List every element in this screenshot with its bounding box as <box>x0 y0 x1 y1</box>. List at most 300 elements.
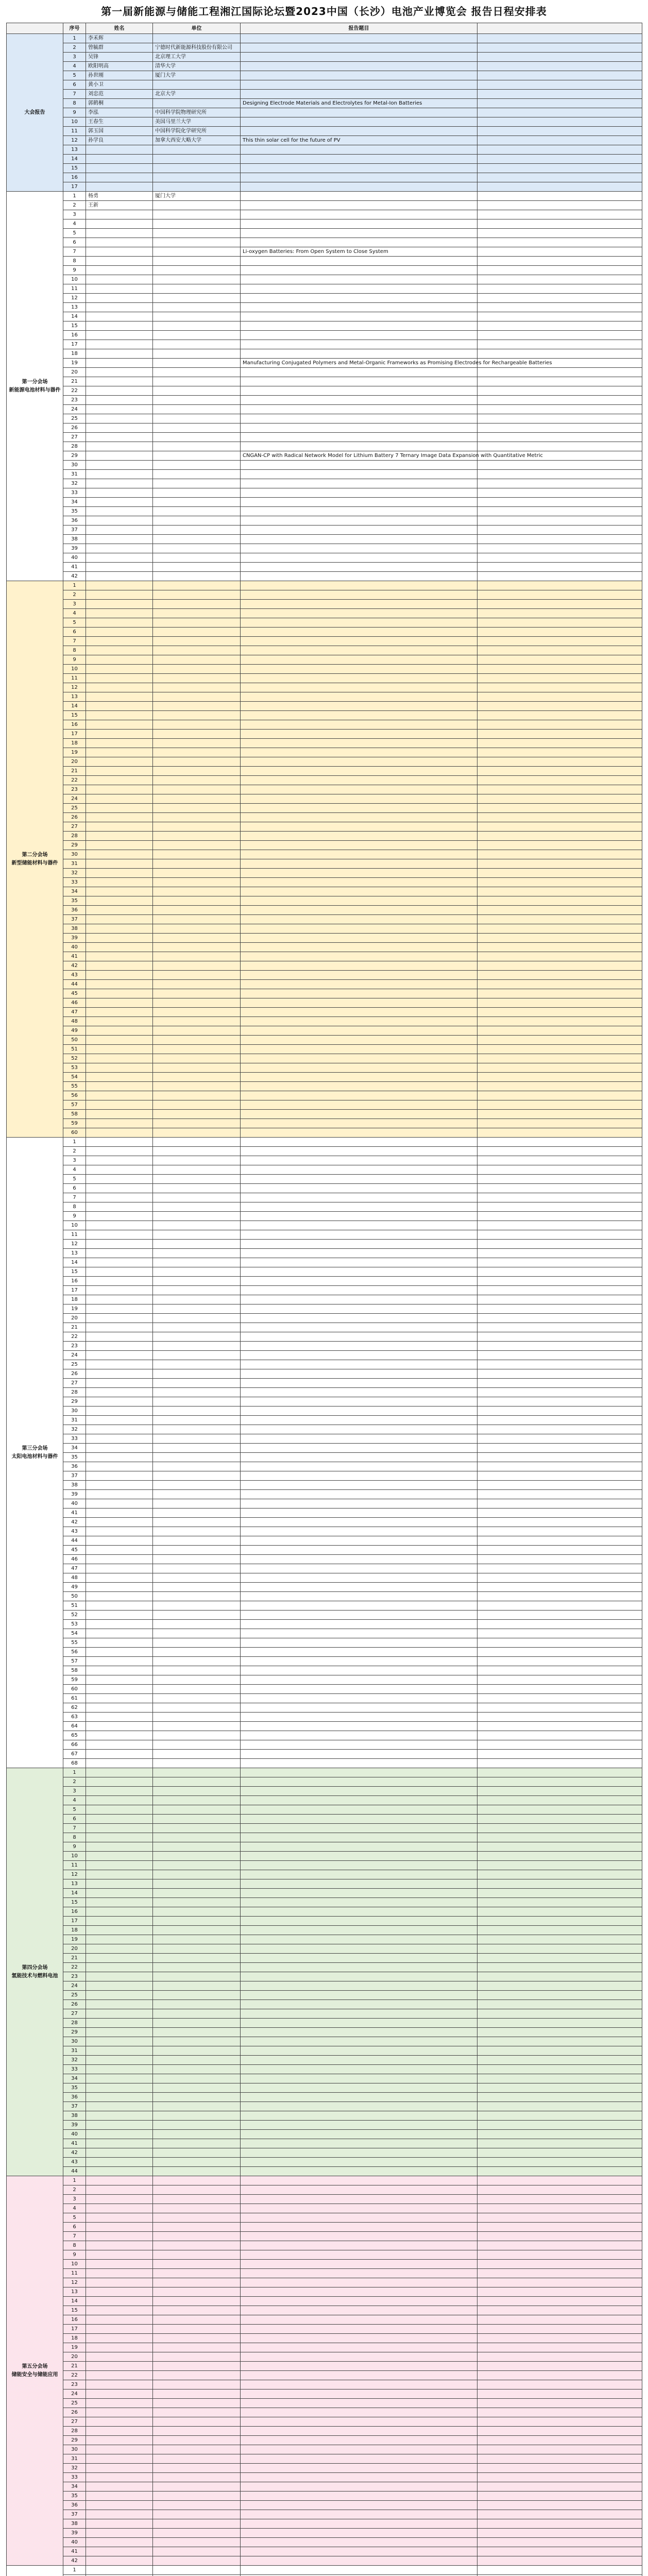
table-row <box>7 266 642 275</box>
report-topic <box>241 284 478 294</box>
speaker-unit <box>153 507 241 516</box>
row-number: 2 <box>63 201 86 210</box>
report-topic <box>241 609 478 618</box>
table-row <box>7 127 642 136</box>
speaker-name <box>86 1722 153 1731</box>
note-cell <box>478 2556 642 2566</box>
report-topic <box>241 1490 478 1499</box>
table-row <box>7 776 642 785</box>
section-label: 第二分会场 新型储能材料与器件 <box>7 581 63 1138</box>
speaker-name <box>86 1063 153 1073</box>
row-number: 8 <box>63 1833 86 1842</box>
speaker-name <box>86 1685 153 1694</box>
note-cell <box>478 1750 642 1759</box>
speaker-unit <box>153 952 241 961</box>
row-number: 19 <box>63 1935 86 1944</box>
note-cell <box>478 2009 642 2019</box>
row-number: 42 <box>63 572 86 581</box>
report-topic <box>241 1304 478 1314</box>
note-cell <box>478 628 642 637</box>
note-cell <box>478 1397 642 1406</box>
speaker-unit <box>153 1184 241 1193</box>
speaker-unit <box>153 2556 241 2566</box>
speaker-unit <box>153 646 241 655</box>
speaker-name <box>86 1917 153 1926</box>
speaker-unit <box>153 1193 241 1202</box>
table-row <box>7 1128 642 1138</box>
speaker-unit <box>153 2213 241 2223</box>
table-row <box>7 1397 642 1406</box>
report-topic <box>241 1342 478 1351</box>
row-number: 9 <box>63 2250 86 2260</box>
speaker-unit <box>153 1954 241 1963</box>
table-row <box>7 1759 642 1768</box>
note-cell <box>478 340 642 349</box>
note-cell <box>478 906 642 915</box>
speaker-name <box>86 971 153 980</box>
table-row <box>7 2223 642 2232</box>
table-row <box>7 1879 642 1889</box>
speaker-unit <box>153 1564 241 1573</box>
row-number: 7 <box>63 1193 86 1202</box>
report-topic <box>241 127 478 136</box>
report-topic <box>241 1601 478 1611</box>
speaker-name <box>86 2408 153 2417</box>
note-cell <box>478 2065 642 2074</box>
row-number: 3 <box>63 53 86 62</box>
report-topic <box>241 1036 478 1045</box>
table-row <box>7 2362 642 2371</box>
row-number: 39 <box>63 2121 86 2130</box>
speaker-name <box>86 2130 153 2139</box>
report-topic <box>241 878 478 887</box>
table-row <box>7 1620 642 1629</box>
table-row <box>7 1907 642 1917</box>
note-cell <box>478 294 642 303</box>
speaker-name <box>86 2223 153 2232</box>
report-topic <box>241 340 478 349</box>
note-cell <box>478 1824 642 1833</box>
speaker-name <box>86 1082 153 1091</box>
table-row <box>7 2046 642 2056</box>
speaker-name <box>86 1249 153 1258</box>
table-row <box>7 2000 642 2009</box>
speaker-name <box>86 757 153 767</box>
note-cell <box>478 2074 642 2083</box>
speaker-name <box>86 544 153 553</box>
table-row <box>7 1481 642 1490</box>
speaker-unit <box>153 1889 241 1898</box>
row-number: 30 <box>63 461 86 470</box>
speaker-unit <box>153 2519 241 2529</box>
report-topic <box>241 859 478 869</box>
row-number: 27 <box>63 433 86 442</box>
speaker-name <box>86 1416 153 1425</box>
speaker-unit <box>153 618 241 628</box>
speaker-name <box>86 1388 153 1397</box>
speaker-unit <box>153 386 241 396</box>
speaker-unit <box>153 841 241 850</box>
speaker-name <box>86 498 153 507</box>
table-row <box>7 1314 642 1323</box>
row-number: 55 <box>63 1638 86 1648</box>
speaker-name <box>86 442 153 451</box>
row-number: 5 <box>63 1175 86 1184</box>
table-row <box>7 1379 642 1388</box>
row-number: 23 <box>63 785 86 794</box>
report-topic <box>241 1258 478 1267</box>
note-cell <box>478 1147 642 1156</box>
row-number: 53 <box>63 1620 86 1629</box>
row-number: 23 <box>63 1972 86 1981</box>
table-row <box>7 1870 642 1879</box>
speaker-unit <box>153 2529 241 2538</box>
report-topic <box>241 655 478 665</box>
speaker-name <box>86 563 153 572</box>
note-cell <box>478 2566 642 2575</box>
report-topic <box>241 961 478 971</box>
speaker-name <box>86 980 153 989</box>
row-number: 8 <box>63 99 86 108</box>
row-number: 41 <box>63 2139 86 2148</box>
speaker-unit: 加拿大西安大略大学 <box>153 136 241 145</box>
row-number: 11 <box>63 127 86 136</box>
speaker-unit <box>153 2074 241 2083</box>
table-row <box>7 720 642 730</box>
speaker-name <box>86 2529 153 2538</box>
speaker-name <box>86 1638 153 1648</box>
speaker-name <box>86 1026 153 1036</box>
speaker-name <box>86 1165 153 1175</box>
table-row <box>7 683 642 692</box>
row-number: 57 <box>63 1100 86 1110</box>
speaker-name <box>86 683 153 692</box>
speaker-unit <box>153 887 241 896</box>
row-number: 30 <box>63 2445 86 2454</box>
note-cell <box>478 590 642 600</box>
speaker-unit <box>153 2111 241 2121</box>
table-row <box>7 2538 642 2547</box>
report-topic <box>241 1815 478 1824</box>
speaker-unit <box>153 544 241 553</box>
table-row <box>7 155 642 164</box>
note-cell <box>478 748 642 757</box>
speaker-name <box>86 257 153 266</box>
speaker-name <box>86 1490 153 1499</box>
note-cell <box>478 2399 642 2408</box>
report-topic <box>241 1666 478 1675</box>
speaker-name <box>86 321 153 331</box>
note-cell <box>478 1388 642 1397</box>
row-number: 20 <box>63 1944 86 1954</box>
row-number: 12 <box>63 1240 86 1249</box>
table-row <box>7 1666 642 1675</box>
speaker-name <box>86 1944 153 1954</box>
table-row <box>7 488 642 498</box>
speaker-name <box>86 145 153 155</box>
note-cell <box>478 1351 642 1360</box>
report-topic <box>241 1175 478 1184</box>
row-number: 28 <box>63 1388 86 1397</box>
note-cell <box>478 535 642 544</box>
row-number: 10 <box>63 275 86 284</box>
speaker-unit <box>153 609 241 618</box>
speaker-name <box>86 813 153 822</box>
report-topic <box>241 2139 478 2148</box>
note-cell <box>478 544 642 553</box>
row-number: 52 <box>63 1054 86 1063</box>
note-cell <box>478 2547 642 2556</box>
row-number: 11 <box>63 1230 86 1240</box>
speaker-unit <box>153 1527 241 1536</box>
speaker-unit <box>153 2083 241 2093</box>
speaker-name <box>86 1694 153 1703</box>
note-cell <box>478 303 642 312</box>
table-row <box>7 62 642 71</box>
speaker-name <box>86 1304 153 1314</box>
report-topic <box>241 1518 478 1527</box>
report-topic <box>241 637 478 646</box>
speaker-name <box>86 739 153 748</box>
row-number: 34 <box>63 887 86 896</box>
speaker-name <box>86 878 153 887</box>
report-topic <box>241 1935 478 1944</box>
report-topic <box>241 1397 478 1406</box>
section-label <box>7 2566 63 2576</box>
speaker-unit <box>153 1314 241 1323</box>
note-cell <box>478 2176 642 2185</box>
speaker-unit <box>153 257 241 266</box>
speaker-unit <box>153 238 241 247</box>
speaker-name <box>86 2158 153 2167</box>
table-row <box>7 915 642 924</box>
report-topic <box>241 229 478 238</box>
note-cell <box>478 1277 642 1286</box>
speaker-unit <box>153 961 241 971</box>
row-number: 58 <box>63 1666 86 1675</box>
speaker-unit <box>153 2000 241 2009</box>
speaker-unit <box>153 1666 241 1675</box>
note-cell <box>478 1981 642 1991</box>
report-topic <box>241 1926 478 1935</box>
speaker-name <box>86 1870 153 1879</box>
row-number: 59 <box>63 1119 86 1128</box>
note-cell <box>478 2454 642 2464</box>
report-topic <box>241 405 478 414</box>
speaker-name <box>86 711 153 720</box>
speaker-unit <box>153 99 241 108</box>
speaker-name <box>86 1898 153 1907</box>
report-topic: Manufacturing Conjugated Polymers and Metal-Organic Frameworks as Promising Electrodes for Rechargeable Batteries <box>241 359 478 368</box>
note-cell <box>478 1620 642 1629</box>
note-cell <box>478 702 642 711</box>
table-row <box>7 1471 642 1481</box>
table-row <box>7 952 642 961</box>
report-topic <box>241 2121 478 2130</box>
note-cell <box>478 1184 642 1193</box>
row-number: 36 <box>63 2501 86 2510</box>
report-topic <box>241 1351 478 1360</box>
speaker-unit <box>153 145 241 155</box>
table-row <box>7 210 642 219</box>
report-topic <box>241 2454 478 2464</box>
speaker-name <box>86 1397 153 1406</box>
table-row <box>7 1601 642 1611</box>
speaker-unit <box>153 2204 241 2213</box>
speaker-unit <box>153 692 241 702</box>
report-topic <box>241 989 478 998</box>
note-cell <box>478 284 642 294</box>
report-topic <box>241 312 478 321</box>
row-number: 21 <box>63 767 86 776</box>
table-row <box>7 841 642 850</box>
speaker-unit <box>153 2362 241 2371</box>
speaker-name <box>86 1972 153 1981</box>
speaker-unit <box>153 1100 241 1110</box>
row-number: 30 <box>63 850 86 859</box>
speaker-name <box>86 2315 153 2325</box>
speaker-name <box>86 294 153 303</box>
speaker-unit <box>153 2566 241 2575</box>
speaker-unit <box>153 2158 241 2167</box>
speaker-name <box>86 1073 153 1082</box>
row-number: 31 <box>63 470 86 479</box>
speaker-unit <box>153 266 241 275</box>
note-cell <box>478 1481 642 1490</box>
row-number: 1 <box>63 1768 86 1777</box>
table-row <box>7 71 642 80</box>
report-topic: Li-oxygen Batteries: From Open System to Close System <box>241 247 478 257</box>
speaker-name <box>86 1434 153 1444</box>
speaker-unit <box>153 1675 241 1685</box>
report-topic <box>241 1768 478 1777</box>
row-number: 7 <box>63 1824 86 1833</box>
report-topic <box>241 896 478 906</box>
speaker-unit <box>153 730 241 739</box>
row-number: 35 <box>63 1453 86 1462</box>
speaker-name <box>86 1369 153 1379</box>
table-row <box>7 702 642 711</box>
table-row <box>7 1138 642 1147</box>
table-row <box>7 692 642 702</box>
report-topic <box>241 2389 478 2399</box>
row-number: 25 <box>63 1991 86 2000</box>
section-label: 第一分会场 新能源电池材料与器件 <box>7 192 63 581</box>
speaker-unit <box>153 2167 241 2176</box>
report-topic <box>241 1444 478 1453</box>
row-number: 39 <box>63 1490 86 1499</box>
speaker-unit <box>153 451 241 461</box>
speaker-unit <box>153 2195 241 2204</box>
speaker-name: 曾毓群 <box>86 43 153 53</box>
row-number: 14 <box>63 1258 86 1267</box>
report-topic <box>241 535 478 544</box>
speaker-unit <box>153 2065 241 2074</box>
speaker-unit <box>153 1852 241 1861</box>
table-row <box>7 2176 642 2185</box>
section-label: 第三分会场 太阳电池材料与器件 <box>7 1138 63 1768</box>
speaker-name <box>86 2232 153 2241</box>
report-topic <box>241 1787 478 1796</box>
note-cell <box>478 757 642 767</box>
note-cell <box>478 1629 642 1638</box>
speaker-unit <box>153 794 241 804</box>
speaker-unit <box>153 442 241 451</box>
row-number: 6 <box>63 238 86 247</box>
table-row <box>7 637 642 646</box>
table-row <box>7 1323 642 1332</box>
speaker-name <box>86 1406 153 1416</box>
table-row <box>7 53 642 62</box>
speaker-name <box>86 572 153 581</box>
report-topic <box>241 674 478 683</box>
note-cell <box>478 2056 642 2065</box>
row-number: 1 <box>63 192 86 201</box>
note-cell <box>478 2102 642 2111</box>
speaker-unit <box>153 674 241 683</box>
report-topic <box>241 1564 478 1573</box>
report-topic <box>241 1703 478 1713</box>
row-number: 3 <box>63 2195 86 2204</box>
row-number: 20 <box>63 368 86 377</box>
speaker-unit <box>153 1703 241 1713</box>
speaker-unit <box>153 804 241 813</box>
row-number: 37 <box>63 2102 86 2111</box>
speaker-name <box>86 2297 153 2306</box>
speaker-unit <box>153 2427 241 2436</box>
table-row <box>7 2297 642 2306</box>
speaker-unit <box>153 1277 241 1286</box>
row-number: 19 <box>63 748 86 757</box>
row-number: 22 <box>63 776 86 785</box>
note-cell <box>478 1323 642 1332</box>
table-row <box>7 423 642 433</box>
report-topic <box>241 1917 478 1926</box>
table-row <box>7 2315 642 2325</box>
table-row <box>7 2482 642 2492</box>
report-topic <box>241 869 478 878</box>
speaker-name: 孙学良 <box>86 136 153 145</box>
speaker-unit <box>153 1249 241 1258</box>
report-topic: CNGAN-CP with Radical Network Model for Lithium Battery 7 Ternary Image Data Expansion with Quantitative Metric <box>241 451 478 461</box>
speaker-name <box>86 2519 153 2529</box>
speaker-unit <box>153 1416 241 1425</box>
note-cell <box>478 1833 642 1842</box>
speaker-name <box>86 1842 153 1852</box>
report-topic <box>241 1713 478 1722</box>
speaker-name <box>86 1583 153 1592</box>
speaker-unit <box>153 553 241 563</box>
note-cell <box>478 730 642 739</box>
table-row <box>7 832 642 841</box>
speaker-name <box>86 303 153 312</box>
row-number: 34 <box>63 1444 86 1453</box>
header-name: 姓名 <box>86 23 153 34</box>
speaker-name <box>86 1611 153 1620</box>
table-row <box>7 730 642 739</box>
speaker-name <box>86 479 153 488</box>
table-row <box>7 1981 642 1991</box>
row-number: 4 <box>63 1796 86 1805</box>
row-number: 29 <box>63 451 86 461</box>
speaker-name <box>86 470 153 479</box>
table-row <box>7 600 642 609</box>
row-number: 31 <box>63 1416 86 1425</box>
table-row <box>7 2380 642 2389</box>
speaker-name <box>86 1527 153 1536</box>
table-row <box>7 1147 642 1156</box>
table-row <box>7 2148 642 2158</box>
